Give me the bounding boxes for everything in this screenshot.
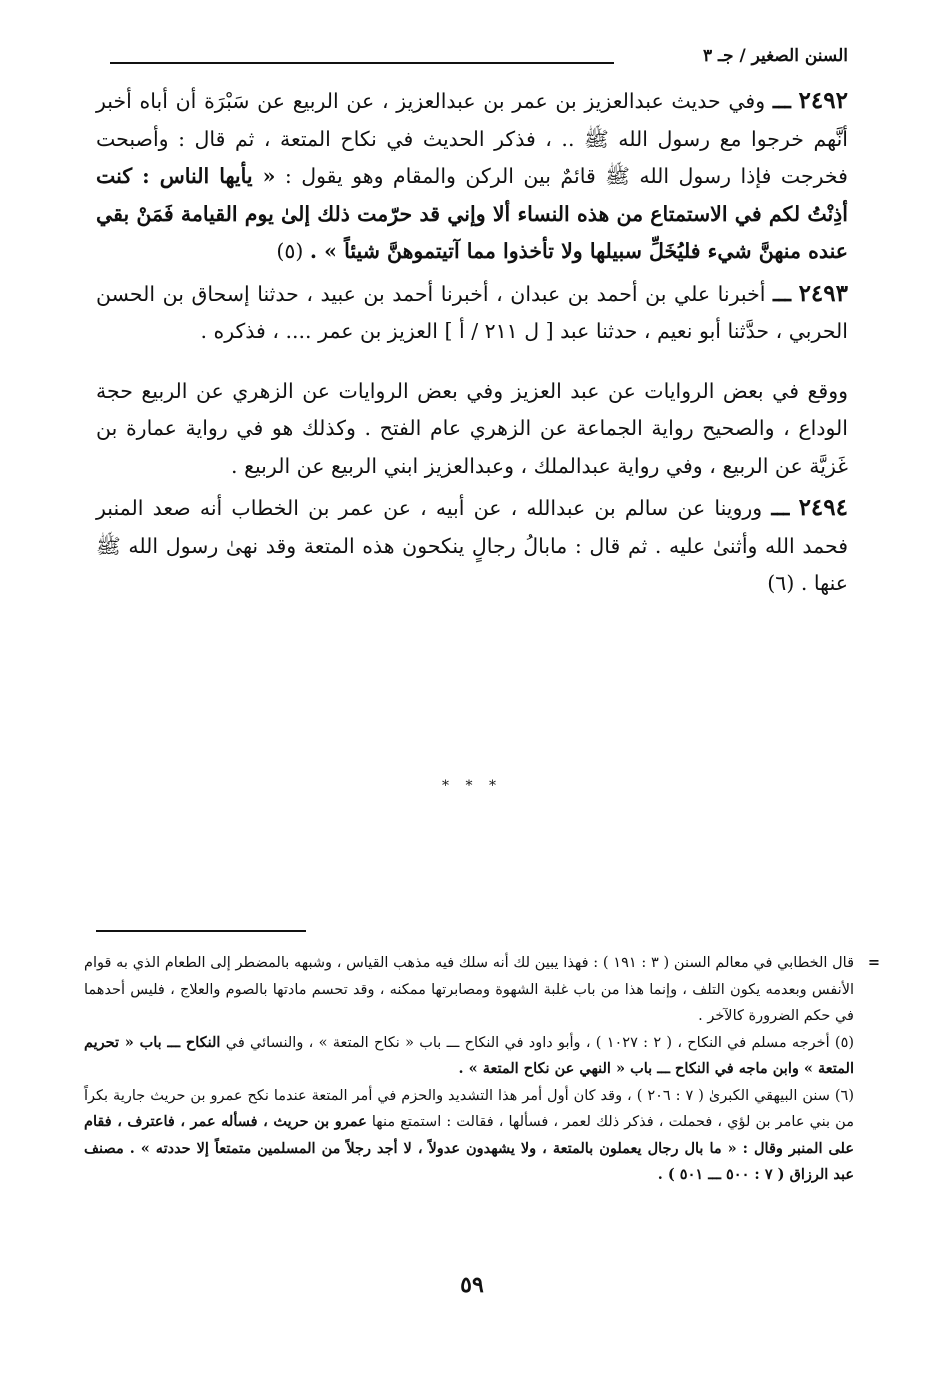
hadith-number: ٢٤٩٤ (798, 494, 848, 521)
hadith-text: وفي حديث عبدالعزيز بن عمر بن عبدالعزيز ، عن الربيع عن سَبْرَة أن أباه أخبر أنَّهم خرجوا مع رسول الله ﷺ .. ، فذكر الحديث في نكاح المتعة ، ثم قال : وأصبحت فخرجت فإذا رسول الله ﷺ قائمٌ بين الركن والمقام وهو يقول : (96, 89, 848, 188)
footnote-continuation-text: قال الخطابي في معالم السنن ( ٣ : ١٩١ ) : فهذا يبين لك أنه سلك فيه مذهب القياس ، وشبهه بالمضطر إلى الطعام الذي به قوام الأنفس وبعدمه يكون التلف ، وإنما هذا من باب غلبة الشهوة ومصابرتها ممكنه ، وقد تحسم مادتها بالصوم والعلاج ، فليس أحدهما في حكم الضرورة كالآخر . (84, 955, 855, 1024)
footnote-continuation (84, 950, 880, 1030)
hadith-2493 (96, 275, 848, 351)
continuation-mark: = (867, 954, 880, 971)
hadith-2492 (96, 82, 848, 271)
commentary-paragraph: ووقع في بعض الروايات عن عبد العزيز وفي بعض الروايات عن الزهري عن الربيع حجة الوداع ، والصحيح رواية الجماعة عن الزهري عام الفتح . وكذلك هو في رواية عمارة بن غَزيَّة عن الربيع ، وفي رواية عبدالملك ، وعبدالعزيز ابني الربيع عن الربيع . (96, 378, 848, 478)
hadith-number: ٢٤٩٢ (798, 87, 848, 114)
footnote-5 (84, 1030, 854, 1083)
main-text (96, 82, 848, 607)
footnote-rule (96, 930, 306, 932)
footnote-6 (84, 1083, 854, 1189)
footnote-6-text: (٦) سنن البيهقي الكبرىٰ ( ٧ : ٢٠٦ ) ، وقد كان أول أمر هذا التشديد والحزم في أمر المتعة عندما نكح عمرو بن حريث جارية بكراً من بني عامر بن لؤي ، فحملت ، فذكر ذلك لعمر ، فسألها ، فقالت : استمتع منها (84, 1087, 854, 1130)
hadith-number: ٢٤٩٣ (798, 279, 848, 307)
section-separator: * * * (442, 778, 502, 794)
hadith-quote: « يأيها الناس : كنت أذِنْتُ لكم في الاستمتاع من هذه النساء ألا وإني قد حرّمت ذلك إلىٰ يوم القيامة فَمَنْ بقي عنده منهنَّ شيء فليُخَلِّ سبيلها ولا تأخذوا مما آتيتموهنَّ شيئاً » . (96, 164, 848, 263)
footnote-5-bold: النكاح ـــ باب « تحريم المتعة » وابن ماجه في النكاح ـــ باب « النهي عن نكاح المتعة » . (84, 1033, 854, 1077)
hadith-dash: ـــ (773, 281, 792, 306)
footnote-ref: (٦) (767, 571, 795, 595)
footnotes (84, 950, 880, 1189)
page-number: ٥٩ (460, 1272, 484, 1298)
footnote-5-text: (٥) أخرجه مسلم في النكاح ، ( ٢ : ١٠٢٧ ) ، وأبو داود في النكاح ـــ باب « نكاح المتعة » ، والنسائي في (225, 1034, 855, 1051)
running-head-title: السنن الصغير / جـ ٣ (702, 46, 848, 66)
hadith-dash: ـــ (771, 496, 790, 520)
hadith-dash: ـــ (772, 89, 791, 113)
footnote-6-bold: عمرو بن حريث ، فسأله عمر ، فاعترف ، فقام على المنبر وقال : « ما بال رجال يعملون بالمتعة ، ولا يشهدون عدولاً ، لا أجد رجلاً من المسلمين متمتعاً إلا حددته » . مصنف عبد الرزاق ( ٧ : ٥٠٠ ـــ ٥٠١ ) . (84, 1113, 854, 1183)
hadith-2494 (96, 489, 848, 603)
header-rule (110, 62, 614, 64)
footnote-ref: (٥) (276, 239, 304, 263)
hadith-text: أخبرنا علي بن أحمد بن عبدان ، أخبرنا أحمد بن عبيد ، حدثنا إسحاق بن الحسن الحربي ، حدَّثنا أبو نعيم ، حدثنا عبد [ ل ٢١١ / أ ] العزيز بن عمر .... ، فذكره . (96, 281, 848, 343)
hadith-text: وروينا عن سالم بن عبدالله ، عن أبيه ، عن عمر بن الخطاب أنه صعد المنبر فحمد الله وأثنىٰ عليه . ثم قال : مابالُ رجالٍ ينكحون هذه المتعة وقد نهىٰ رسول الله ﷺ عنها . (96, 496, 848, 595)
